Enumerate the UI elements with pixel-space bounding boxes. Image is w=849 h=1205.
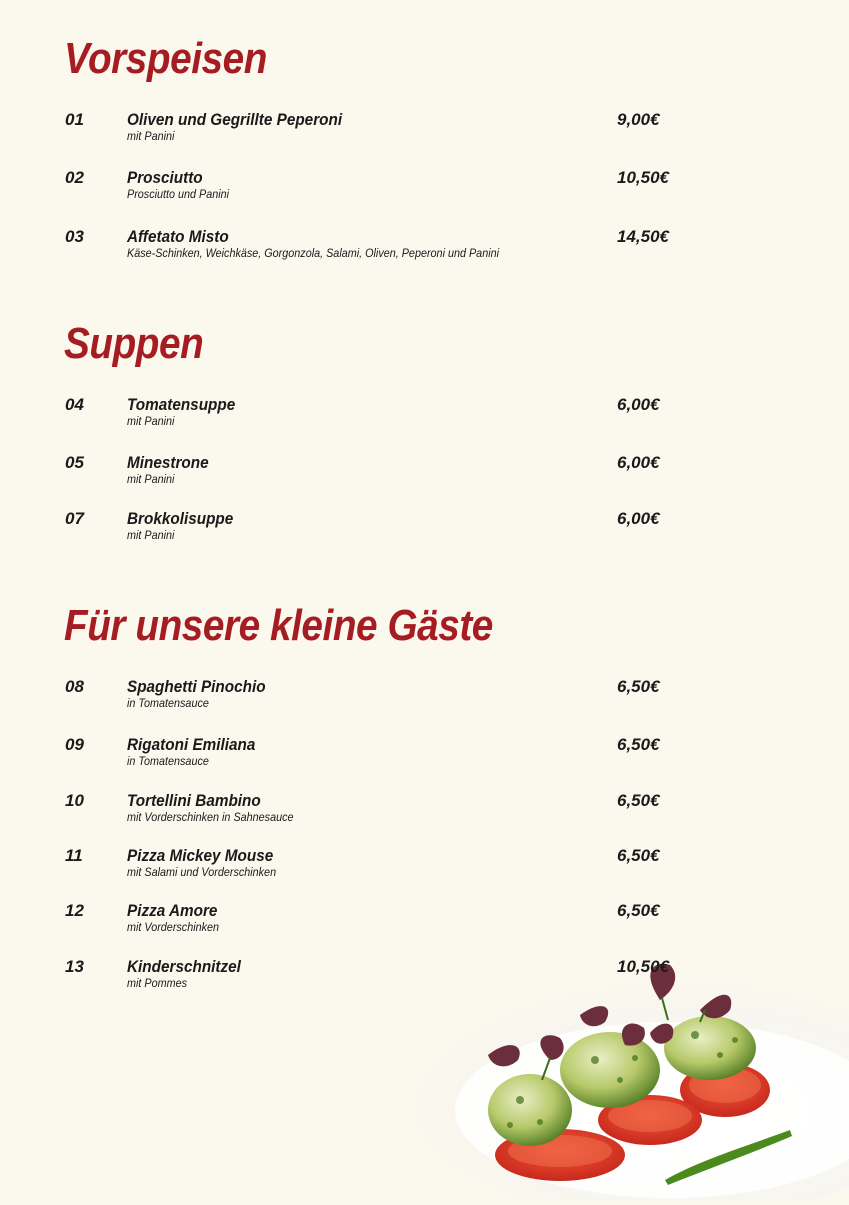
item-price: 10,50€ xyxy=(617,957,669,976)
menu-item xyxy=(0,168,849,212)
item-description: in Tomatensauce xyxy=(127,696,209,710)
item-description: mit Panini xyxy=(127,414,175,428)
menu-item xyxy=(0,227,849,271)
menu-item xyxy=(0,677,849,721)
menu-item xyxy=(0,957,849,1001)
item-name: Affetato Misto xyxy=(127,227,229,246)
item-number: 04 xyxy=(65,395,84,414)
item-price: 6,50€ xyxy=(617,901,660,920)
item-price: 6,00€ xyxy=(617,509,660,528)
item-number: 10 xyxy=(65,791,84,810)
menu-item xyxy=(0,395,849,439)
menu-item xyxy=(0,509,849,553)
menu-item xyxy=(0,453,849,497)
item-description: mit Pommes xyxy=(127,976,188,990)
menu-item xyxy=(0,791,849,835)
item-number: 09 xyxy=(65,735,84,754)
item-price: 6,50€ xyxy=(617,735,660,754)
item-number: 07 xyxy=(65,509,84,528)
item-description: mit Vorderschinken in Sahnesauce xyxy=(127,810,294,824)
item-description: Prosciutto und Panini xyxy=(127,187,230,201)
section-title-vorspeisen: Vorspeisen xyxy=(64,34,267,83)
item-price: 6,00€ xyxy=(617,453,660,472)
item-description: Käse-Schinken, Weichkäse, Gorgonzola, Salami, Oliven, Peperoni und Panini xyxy=(127,246,500,260)
item-name: Prosciutto xyxy=(127,168,203,187)
menu-item xyxy=(0,846,849,890)
item-description: in Tomatensauce xyxy=(127,754,209,768)
item-number: 05 xyxy=(65,453,84,472)
item-number: 08 xyxy=(65,677,84,696)
item-price: 9,00€ xyxy=(617,110,660,129)
item-name: Rigatoni Emiliana xyxy=(127,735,256,754)
item-price: 10,50€ xyxy=(617,168,669,187)
section-title-suppen: Suppen xyxy=(64,319,204,368)
item-price: 6,50€ xyxy=(617,677,660,696)
item-name: Minestrone xyxy=(127,453,209,472)
item-name: Pizza Amore xyxy=(127,901,218,920)
item-number: 11 xyxy=(65,846,83,865)
item-number: 02 xyxy=(65,168,84,187)
item-name: Spaghetti Pinochio xyxy=(127,677,266,696)
item-number: 12 xyxy=(65,901,84,920)
item-name: Pizza Mickey Mouse xyxy=(127,846,274,865)
item-number: 03 xyxy=(65,227,84,246)
item-description: mit Salami und Vorderschinken xyxy=(127,865,277,879)
menu-item xyxy=(0,735,849,779)
item-price: 6,50€ xyxy=(617,791,660,810)
item-price: 6,50€ xyxy=(617,846,660,865)
menu-item xyxy=(0,110,849,154)
item-name: Oliven und Gegrillte Peperoni xyxy=(127,110,343,129)
item-name: Tortellini Bambino xyxy=(127,791,261,810)
section-title-kinder: Für unsere kleine Gäste xyxy=(64,601,493,650)
item-description: mit Panini xyxy=(127,129,175,143)
item-number: 01 xyxy=(65,110,84,129)
item-price: 14,50€ xyxy=(617,227,669,246)
item-name: Tomatensuppe xyxy=(127,395,236,414)
item-description: mit Vorderschinken xyxy=(127,920,220,934)
item-description: mit Panini xyxy=(127,528,175,542)
item-number: 13 xyxy=(65,957,84,976)
item-price: 6,00€ xyxy=(617,395,660,414)
item-description: mit Panini xyxy=(127,472,175,486)
item-name: Brokkolisuppe xyxy=(127,509,234,528)
item-name: Kinderschnitzel xyxy=(127,957,241,976)
